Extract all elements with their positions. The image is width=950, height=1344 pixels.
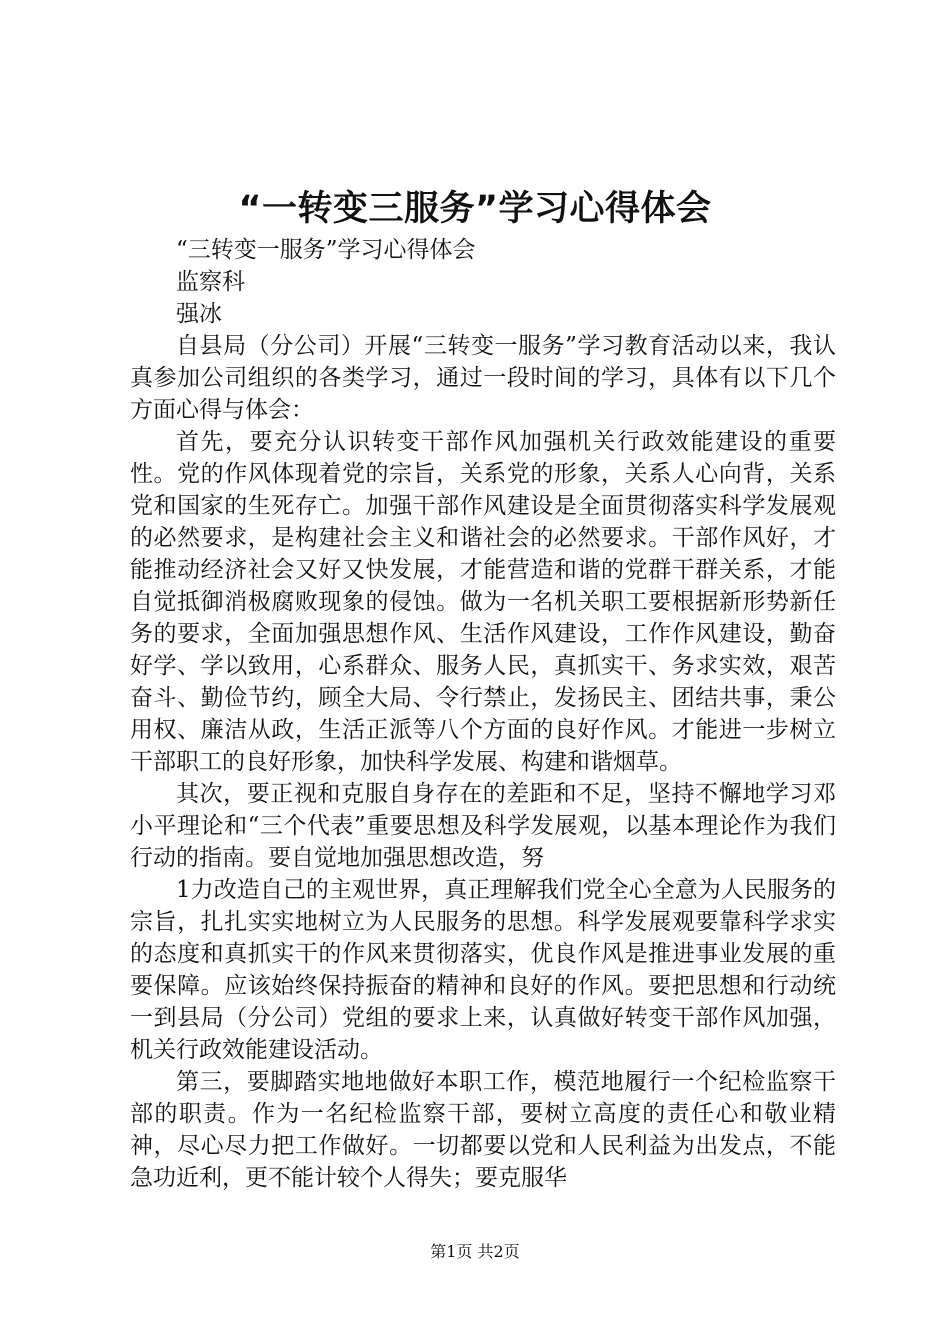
- author-paragraph: 强冰: [176, 301, 222, 327]
- department-paragraph: 监察科: [176, 269, 245, 295]
- continuation-paragraph: 1力改造自己的主观世界，真正理解我们党全心全意为人民服务的宗旨，扎扎实实地树立为人民服务的思想。科学发展观要靠科学求实的态度和真抓实干的作风来贯彻落实，优良作风是推进事业发展的重要保障。应该始终保持振奋的精神和良好的作风。要把思想和行动统一到县局（分公司）党组的要求上来，认真做好转变干部作风加强，机关行政效能建设活动。: [130, 877, 836, 1063]
- intro-paragraph: 自县局（分公司）开展“三转变一服务”学习教育活动以来，我认真参加公司组织的各类学习，通过一段时间的学习，具体有以下几个方面心得与体会：: [130, 333, 836, 423]
- page-number-footer: 第1页 共2页: [430, 1242, 520, 1261]
- document-body: [130, 234, 836, 1194]
- first-point-paragraph: 首先，要充分认识转变干部作风加强机关行政效能建设的重要性。党的作风体现着党的宗旨，关系党的形象，关系人心向背，关系党和国家的生死存亡。加强干部作风建设是全面贯彻落实科学发展观的必然要求，是构建社会主义和谐社会的必然要求。干部作风好，才能推动经济社会又好又快发展，才能营造和谐的党群干群关系，才能自觉抵御消极腐败现象的侵蚀。做为一名机关职工要根据新形势新任务的要求，全面加强思想作风、生活作风建设，工作作风建设，勤奋好学、学以致用，心系群众、服务人民，真抓实干、务求实效，艰苦奋斗、勤俭节约，顾全大局、令行禁止，发扬民主、团结共事，秉公用权、廉洁从政，生活正派等八个方面的良好作风。才能进一步树立干部职工的良好形象，加快科学发展、构建和谐烟草。: [130, 429, 836, 775]
- subtitle-paragraph: “三转变一服务”学习心得体会: [176, 237, 476, 263]
- document-title: “一转变三服务”学习心得体会: [238, 189, 712, 229]
- second-point-paragraph: 其次，要正视和克服自身存在的差距和不足，坚持不懈地学习邓小平理论和“三个代表”重要思想及科学发展观，以基本理论作为我们行动的指南。要自觉地加强思想改造，努: [130, 781, 836, 871]
- third-point-paragraph: 第三，要脚踏实地地做好本职工作，模范地履行一个纪检监察干部的职责。作为一名纪检监察干部，要树立高度的责任心和敬业精神，尽心尽力把工作做好。一切都要以党和人民利益为出发点，不能急功近利，更不能计较个人得失；要克服华: [130, 1069, 836, 1191]
